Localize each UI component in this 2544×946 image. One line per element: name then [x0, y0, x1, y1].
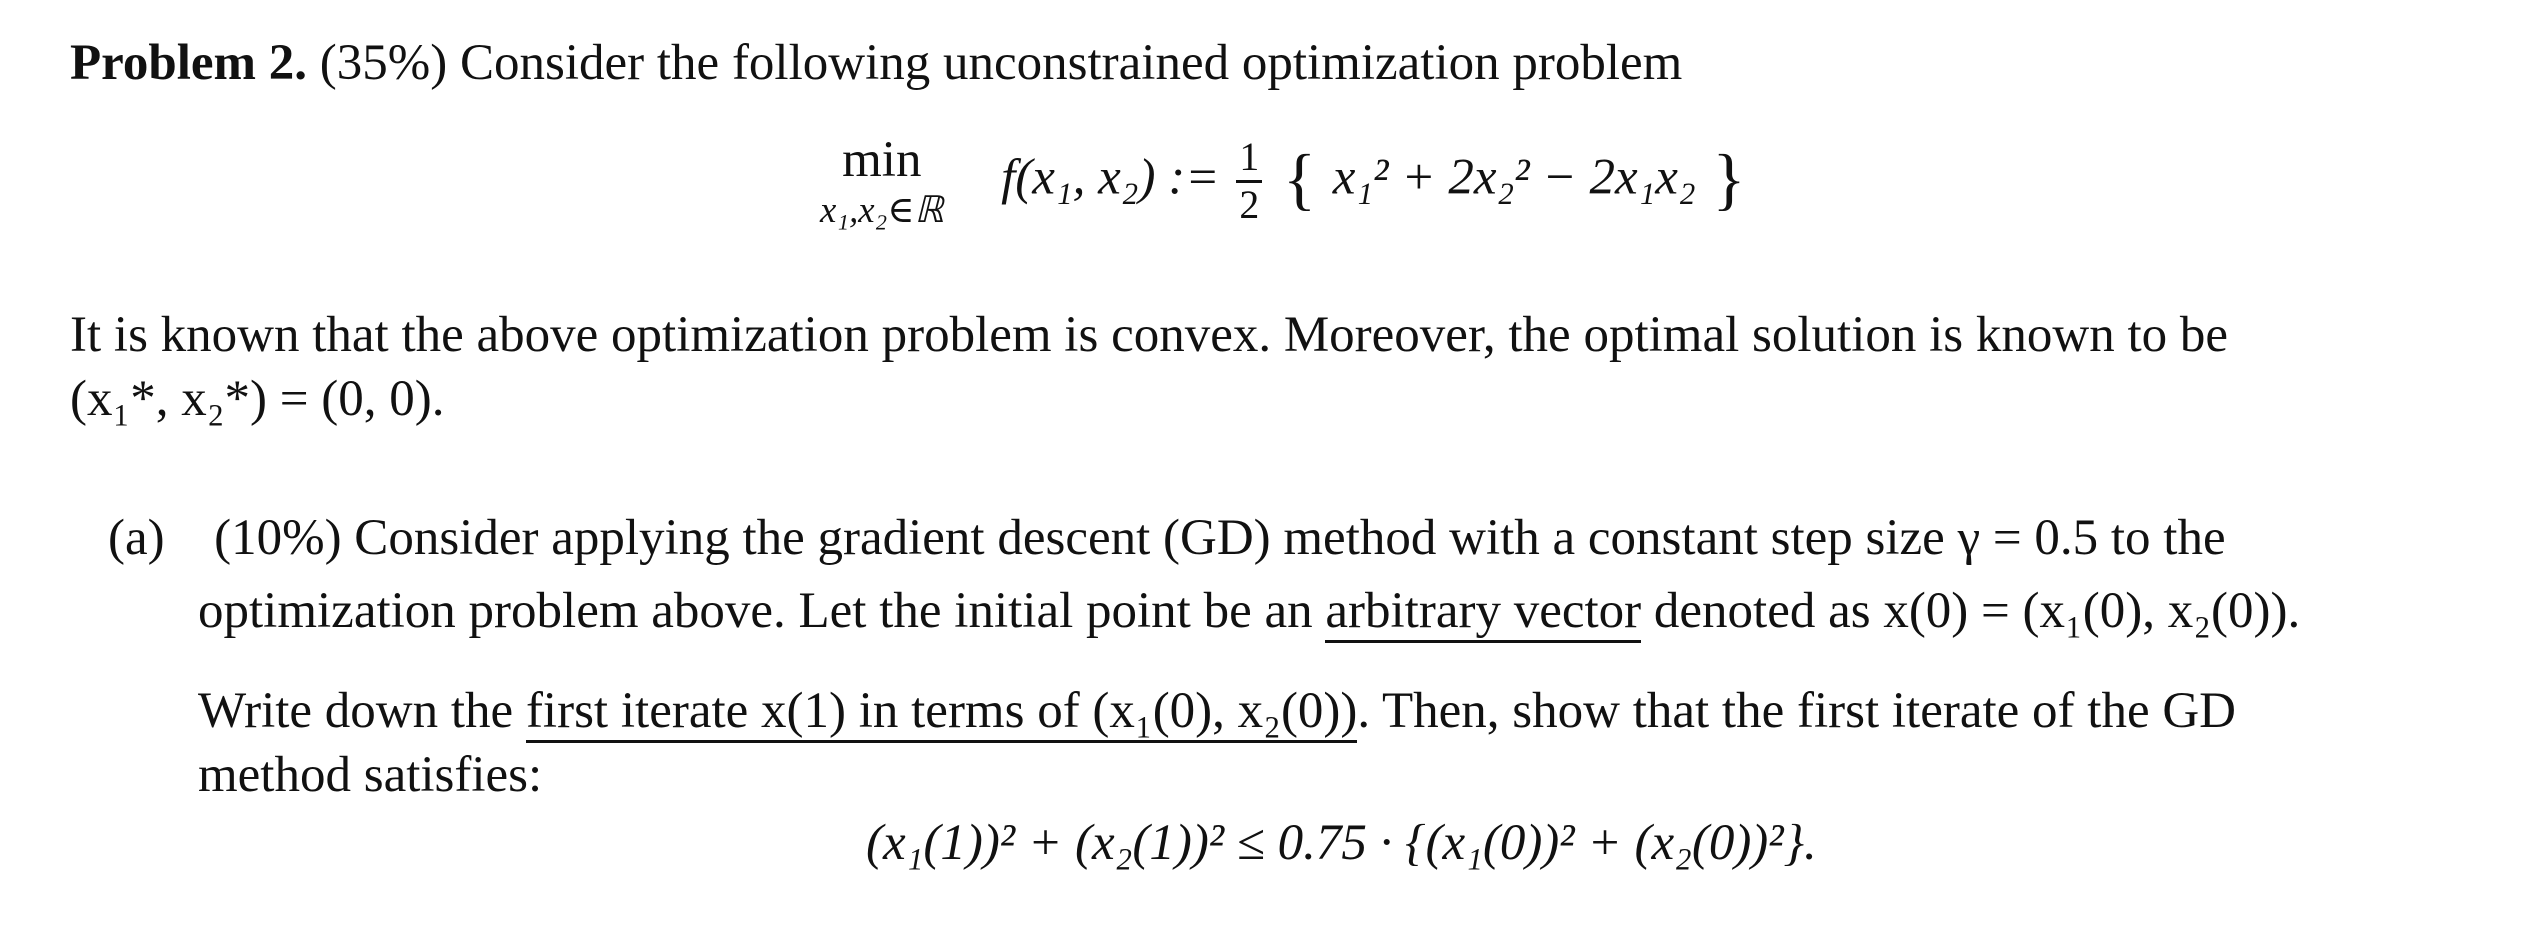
part-a-text-1: (10%) Consider applying the gradient descent (GD) method with a constant step size γ = 0.5 to the — [214, 510, 2226, 566]
inequality-expression: (x₁(1))² + (x₂(1))² ≤ 0.75 · {(x₁(0))² + (x₂(0))²}. — [866, 815, 1817, 871]
part-a-line-4 — [198, 745, 542, 806]
statement-line-1 — [70, 305, 2228, 366]
part-a-text-2-suffix: denoted as x(0) = (x₁(0), x₂(0)). — [1641, 583, 2301, 639]
min-label: min — [842, 132, 922, 188]
part-a-text-4: method satisfies: — [198, 747, 543, 803]
min-operator — [820, 132, 944, 230]
part-a-text-3-prefix: Write down the — [198, 683, 526, 739]
problem-title-line — [70, 33, 1682, 94]
optimal-solution: (x₁*, x₂*) = (0, 0). — [70, 371, 445, 427]
left-brace: { — [1283, 140, 1317, 217]
part-a-line-1 — [108, 508, 2226, 569]
part-a-text-2-prefix: optimization problem above. Let the initial point be an — [198, 583, 1326, 639]
part-a-label: (a) — [108, 510, 165, 566]
objective-expression: x₁² + 2x₂² − 2x₁x₂ — [1332, 149, 1696, 206]
statement-text-1: It is known that the above optimization problem is convex. Moreover, the optimal solution is known to be — [70, 307, 2229, 363]
arbitrary-vector-underlined: arbitrary vector — [1325, 583, 1641, 643]
part-a-text-3-suffix: . Then, show that the first iterate of the GD — [1357, 683, 2236, 739]
part-a-line-2 — [198, 581, 2300, 642]
min-subscript: x₁,x₂∈ℝ — [820, 189, 944, 230]
problem-title-bold: Problem 2. — [70, 35, 308, 91]
fraction-numerator: 1 — [1236, 138, 1262, 184]
one-half-fraction — [1236, 134, 1262, 228]
fraction-denominator: 2 — [1239, 183, 1260, 228]
objective-function: f(x₁, x₂) := — [1001, 149, 1220, 206]
inequality-formula — [866, 813, 1817, 874]
problem-title-text: (35%) Consider the following unconstrained optimization problem — [307, 35, 1683, 91]
right-brace: } — [1712, 140, 1746, 217]
objective-formula — [820, 132, 1749, 230]
statement-line-2 — [70, 369, 445, 430]
first-iterate-underlined: first iterate x(1) in terms of (x₁(0), x₂(0)) — [526, 683, 1357, 743]
part-a-line-3 — [198, 681, 2236, 742]
